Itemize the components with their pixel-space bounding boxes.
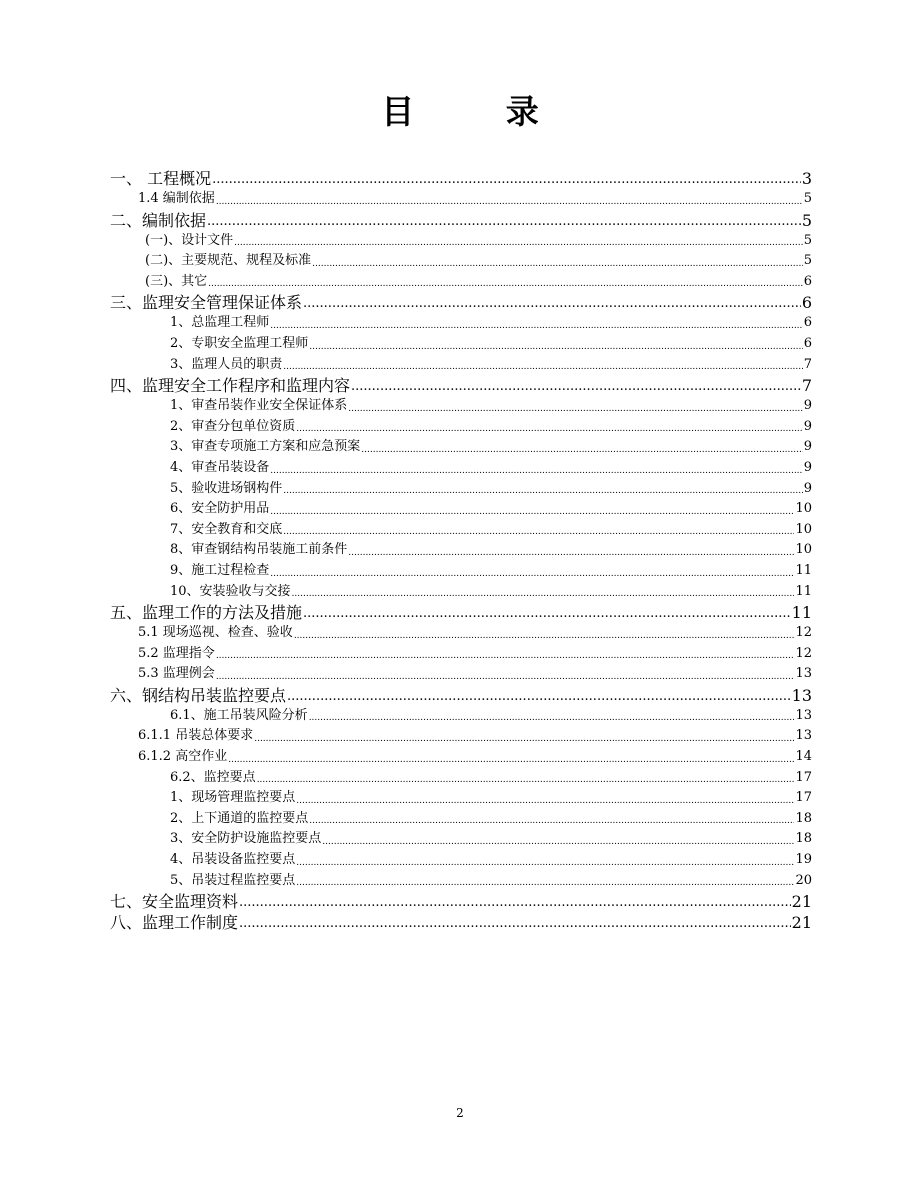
toc-leader-dots <box>292 586 795 602</box>
toc-entry-page: 9 <box>803 459 812 475</box>
toc-leader-dots <box>216 194 803 210</box>
toc-entry[interactable] <box>110 189 812 210</box>
toc-leader-dots <box>309 710 795 726</box>
table-of-contents <box>110 168 812 933</box>
toc-leader-dots <box>361 442 802 458</box>
toc-entry[interactable] <box>110 664 812 685</box>
toc-entry-label: 二、编制依据 <box>110 210 207 230</box>
toc-entry-label: 4、吊装设备监控要点 <box>170 852 296 868</box>
toc-entry-page: 21 <box>791 892 812 912</box>
toc-entry-label: 5、吊装过程监控要点 <box>170 872 296 888</box>
toc-leader-dots <box>216 648 795 664</box>
toc-entry[interactable] <box>110 292 812 313</box>
toc-leader-dots <box>207 213 801 231</box>
toc-leader-dots <box>296 855 794 871</box>
toc-leader-dots <box>312 256 803 272</box>
toc-entry[interactable] <box>110 912 812 933</box>
toc-entry[interactable] <box>110 582 812 603</box>
toc-entry[interactable] <box>110 313 812 334</box>
toc-entry-page: 3 <box>801 169 812 188</box>
toc-entry[interactable] <box>110 788 812 809</box>
toc-entry[interactable] <box>110 685 812 706</box>
toc-entry-label: 5.3 监理例会 <box>138 666 215 682</box>
toc-leader-dots <box>309 813 794 829</box>
toc-leader-dots <box>270 566 794 582</box>
toc-entry[interactable] <box>110 809 812 830</box>
toc-leader-dots <box>309 339 802 355</box>
toc-entry[interactable] <box>110 437 812 458</box>
toc-leader-dots <box>234 235 803 251</box>
toc-entry[interactable] <box>110 623 812 644</box>
toc-leader-dots <box>228 752 794 768</box>
toc-entry-label: 2、审查分包单位资质 <box>170 418 296 434</box>
toc-entry[interactable] <box>110 602 812 623</box>
toc-entry-page: 9 <box>803 418 812 434</box>
toc-entry[interactable] <box>110 417 812 438</box>
toc-leader-dots <box>283 524 794 540</box>
toc-entry-label: 6、安全防护用品 <box>170 501 270 517</box>
toc-entry-page: 13 <box>791 685 812 705</box>
toc-entry-page: 6 <box>803 335 812 351</box>
toc-entry-page: 9 <box>803 480 812 496</box>
toc-leader-dots <box>294 628 795 644</box>
toc-entry-label: 八、监理工作制度 <box>110 913 239 933</box>
toc-entry-label: (一)、设计文件 <box>145 232 234 248</box>
toc-entry[interactable] <box>110 375 812 396</box>
toc-entry[interactable] <box>110 561 812 582</box>
toc-entry-page: 5 <box>801 210 812 230</box>
toc-entry[interactable] <box>110 850 812 871</box>
toc-entry-label: 六、钢结构吊装监控要点 <box>110 685 287 705</box>
toc-entry-label: 5、验收进场钢构件 <box>170 480 283 496</box>
toc-entry-page: 5 <box>803 191 812 206</box>
toc-leader-dots <box>296 421 802 437</box>
toc-entry-label: 一、 工程概况 <box>110 169 212 188</box>
toc-entry[interactable] <box>110 251 812 272</box>
toc-entry-label: 9、施工过程检查 <box>170 562 270 578</box>
toc-entry-label: 10、安装验收与交接 <box>170 583 291 599</box>
toc-leader-dots <box>270 463 802 479</box>
toc-leader-dots <box>283 483 802 499</box>
toc-entry-page: 10 <box>795 542 812 558</box>
toc-leader-dots <box>296 793 794 809</box>
toc-entry-page: 13 <box>795 728 812 744</box>
toc-entry-page: 13 <box>795 666 812 682</box>
toc-leader-dots <box>216 669 795 685</box>
toc-entry[interactable] <box>110 871 812 892</box>
toc-entry[interactable] <box>110 768 812 789</box>
toc-entry-label: 3、监理人员的职责 <box>170 356 283 372</box>
toc-entry[interactable] <box>110 396 812 417</box>
toc-entry[interactable] <box>110 520 812 541</box>
toc-entry[interactable] <box>110 644 812 665</box>
toc-entry-label: 8、审查钢结构吊装施工前条件 <box>170 542 348 558</box>
page-number: 2 <box>456 1106 464 1120</box>
toc-leader-dots <box>208 276 803 292</box>
toc-entry-page: 20 <box>795 872 812 888</box>
toc-entry-page: 10 <box>795 521 812 537</box>
toc-entry[interactable] <box>110 499 812 520</box>
toc-entry-label: 5.1 现场巡视、检查、验收 <box>138 625 293 641</box>
toc-entry-page: 13 <box>795 707 812 723</box>
toc-entry-label: 6.2、监控要点 <box>170 769 256 785</box>
toc-entry-page: 5 <box>803 253 812 269</box>
toc-entry-page: 18 <box>795 831 812 847</box>
toc-entry-label: 6.1.1 吊装总体要求 <box>138 728 254 744</box>
toc-entry-label: 4、审查吊装设备 <box>170 459 270 475</box>
toc-leader-dots <box>283 359 802 375</box>
toc-entry[interactable] <box>110 231 812 252</box>
toc-entry-page: 21 <box>791 913 812 933</box>
toc-entry[interactable] <box>110 272 812 293</box>
toc-entry-page: 9 <box>803 439 812 455</box>
toc-entry-label: 1、现场管理监控要点 <box>170 790 296 806</box>
toc-entry[interactable] <box>110 706 812 727</box>
toc-entry-label: 三、监理安全管理保证体系 <box>110 293 303 313</box>
toc-entry-label: 5.2 监理指令 <box>138 645 215 661</box>
toc-entry-label: 1、总监理工程师 <box>170 315 270 331</box>
toc-leader-dots <box>348 401 802 417</box>
toc-entry-page: 5 <box>803 232 812 248</box>
toc-entry-page: 7 <box>803 356 812 372</box>
toc-entry-label: 2、专职安全监理工程师 <box>170 335 309 351</box>
toc-entry-label: 四、监理安全工作程序和监理内容 <box>110 376 351 396</box>
toc-entry-label: (三)、其它 <box>145 273 208 289</box>
toc-leader-dots <box>239 894 791 912</box>
toc-entry-label: 6.1、施工吊装风险分析 <box>170 707 308 723</box>
toc-entry-page: 6 <box>801 293 812 313</box>
toc-entry-page: 6 <box>803 315 812 331</box>
toc-entry-label: 2、上下通道的监控要点 <box>170 810 309 826</box>
toc-leader-dots <box>270 318 802 334</box>
toc-entry[interactable] <box>110 540 812 561</box>
toc-leader-dots <box>348 545 794 561</box>
toc-entry-label: 1.4 编制依据 <box>138 191 215 206</box>
page-title: 目 录 <box>381 92 579 131</box>
toc-entry[interactable] <box>110 747 812 768</box>
toc-entry-page: 12 <box>795 625 812 641</box>
toc-entry[interactable] <box>110 355 812 376</box>
toc-entry-label: 6.1.2 高空作业 <box>138 749 228 765</box>
toc-entry[interactable] <box>110 891 812 912</box>
toc-entry[interactable] <box>110 829 812 850</box>
toc-entry-page: 9 <box>803 398 812 414</box>
toc-entry-page: 11 <box>795 562 812 578</box>
toc-entry-label: 3、安全防护设施监控要点 <box>170 831 322 847</box>
toc-entry-page: 11 <box>791 603 812 623</box>
toc-entry[interactable] <box>110 168 812 189</box>
toc-entry-page: 11 <box>795 583 812 599</box>
toc-leader-dots <box>322 834 794 850</box>
toc-entry-label: (二)、主要规范、规程及标准 <box>145 253 312 269</box>
toc-entry[interactable] <box>110 458 812 479</box>
toc-entry-label: 1、审查吊装作业安全保证体系 <box>170 398 348 414</box>
toc-entry-page: 6 <box>803 273 812 289</box>
toc-leader-dots <box>254 731 794 747</box>
toc-entry-page: 10 <box>795 501 812 517</box>
toc-entry[interactable] <box>110 726 812 747</box>
toc-leader-dots <box>239 915 791 933</box>
toc-entry-page: 7 <box>801 376 812 396</box>
toc-entry-label: 五、监理工作的方法及措施 <box>110 603 303 623</box>
toc-leader-dots <box>303 605 791 623</box>
toc-entry-label: 七、安全监理资料 <box>110 892 239 912</box>
toc-entry[interactable] <box>110 334 812 355</box>
toc-entry-page: 17 <box>795 769 812 785</box>
toc-leader-dots <box>212 171 801 189</box>
toc-leader-dots <box>351 378 801 396</box>
toc-leader-dots <box>303 295 801 313</box>
toc-entry-label: 3、审查专项施工方案和应急预案 <box>170 439 361 455</box>
toc-entry-page: 18 <box>795 810 812 826</box>
toc-entry[interactable] <box>110 479 812 500</box>
toc-leader-dots <box>287 688 791 706</box>
toc-leader-dots <box>270 504 794 520</box>
toc-entry-page: 17 <box>795 790 812 806</box>
toc-entry-page: 14 <box>795 749 812 765</box>
toc-leader-dots <box>296 875 794 891</box>
toc-entry[interactable] <box>110 210 812 231</box>
toc-leader-dots <box>257 772 795 788</box>
toc-entry-page: 12 <box>795 645 812 661</box>
toc-entry-label: 7、安全教育和交底 <box>170 521 283 537</box>
toc-entry-page: 19 <box>795 852 812 868</box>
